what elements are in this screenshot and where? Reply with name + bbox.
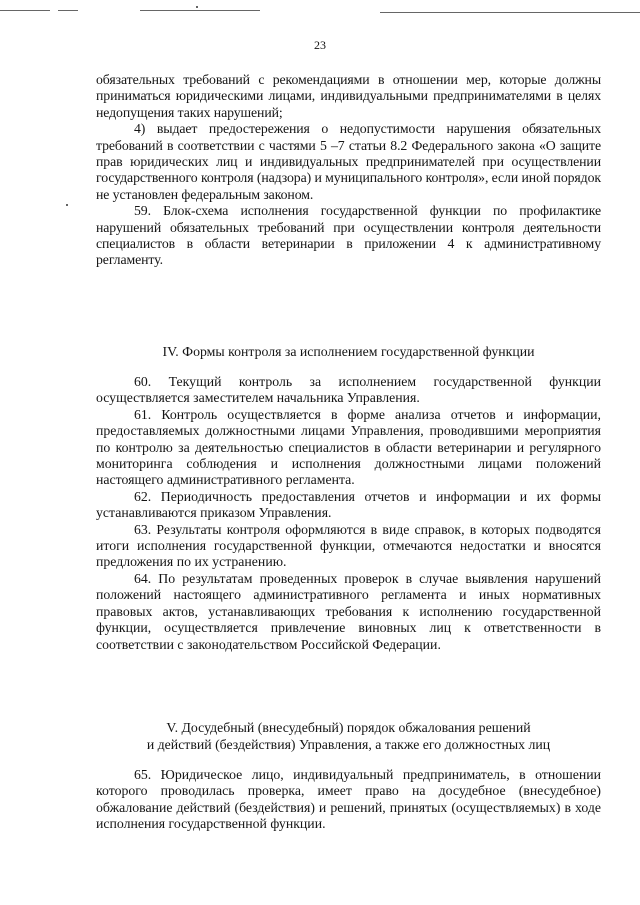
paragraph-continuation: обязательных требований с рекомендациями в отношении мер, которые должны приниматься юридическими лицами, индивидуальными предпринимателями в целях недопущения таких нарушений; [96,72,601,120]
scan-artifact-mark [196,6,198,8]
scan-artifact-line [380,12,640,13]
paragraph-63: 63. Результаты контроля оформляются в виде справок, в которых подводятся итоги исполнения государственной функции, отмечаются недостатки и вносятся предложения по их устранению. [96,521,601,570]
paragraph-64: 64. По результатам проведенных проверок в случае выявления нарушений положений настоящего административного регламента и иных нормативных правовых актов, устанавливающих требования к исполнению государственной функции, осуществляется привлечение виновных лиц к ответственности в соответствии с законодательством Российской Федерации. [96,570,601,652]
scan-artifact-line [0,10,50,11]
paragraph-59: 59. Блок-схема исполнения государственной функции по профилактике нарушений обязательных требований при осуществлении контроля деятельности специалистов в области ветеринарии в приложении 4 к административному регламенту. [96,203,601,268]
paragraph-65: 65. Юридическое лицо, индивидуальный предприниматель, в отношении которого проводилась проверка, имеет право на досудебное (внесудебное) обжалование действий (бездействия) и решений, принятых (осуществляемых) в ходе исполнения государственной функции. [96,767,601,832]
paragraph-item-4: 4) выдает предостережения о недопустимости нарушения обязательных требований в соответствии с частями 5 –7 статьи 8.2 Федерального закона «О защите прав юридических лиц и индивидуальных предпринимателей при осуществлении государственного контроля (надзора) и муниципального контроля», если иной порядок не установлен федеральным законом. [96,121,601,202]
scan-artifact-mark [66,204,68,206]
paragraph-62: 62. Периодичность предоставления отчетов и информации и их формы устанавливаются приказом Управления. [96,488,601,521]
heading-v-line-2: и действий (бездействия) Управления, а также его должностных лиц [146,737,551,752]
section-iv-body [96,374,601,653]
heading-iv-text: IV. Формы контроля за исполнением государственной функции [162,344,535,359]
section-heading-iv [96,343,601,360]
scan-artifact-line [58,10,78,11]
section-v-body [96,767,601,833]
paragraph-61: 61. Контроль осуществляется в форме анализа отчетов и информации, предоставляемых должностными лицами Управления, проводившими мероприятия по контролю за деятельностью специалистов в области ветеринарии и регулярного мониторинга соблюдения и исполнения должностными лицами положений настоящего административного регламента. [96,406,601,488]
section-heading-v [96,719,601,753]
section-continuation [96,72,601,269]
scan-artifact-line [140,10,260,11]
paragraph-60: 60. Текущий контроль за исполнением государственной функции осуществляется заместителем начальника Управления. [96,374,601,406]
heading-v-line-1: V. Досудебный (внесудебный) порядок обжалования решений [166,720,531,735]
page-number: 23 [314,38,326,52]
